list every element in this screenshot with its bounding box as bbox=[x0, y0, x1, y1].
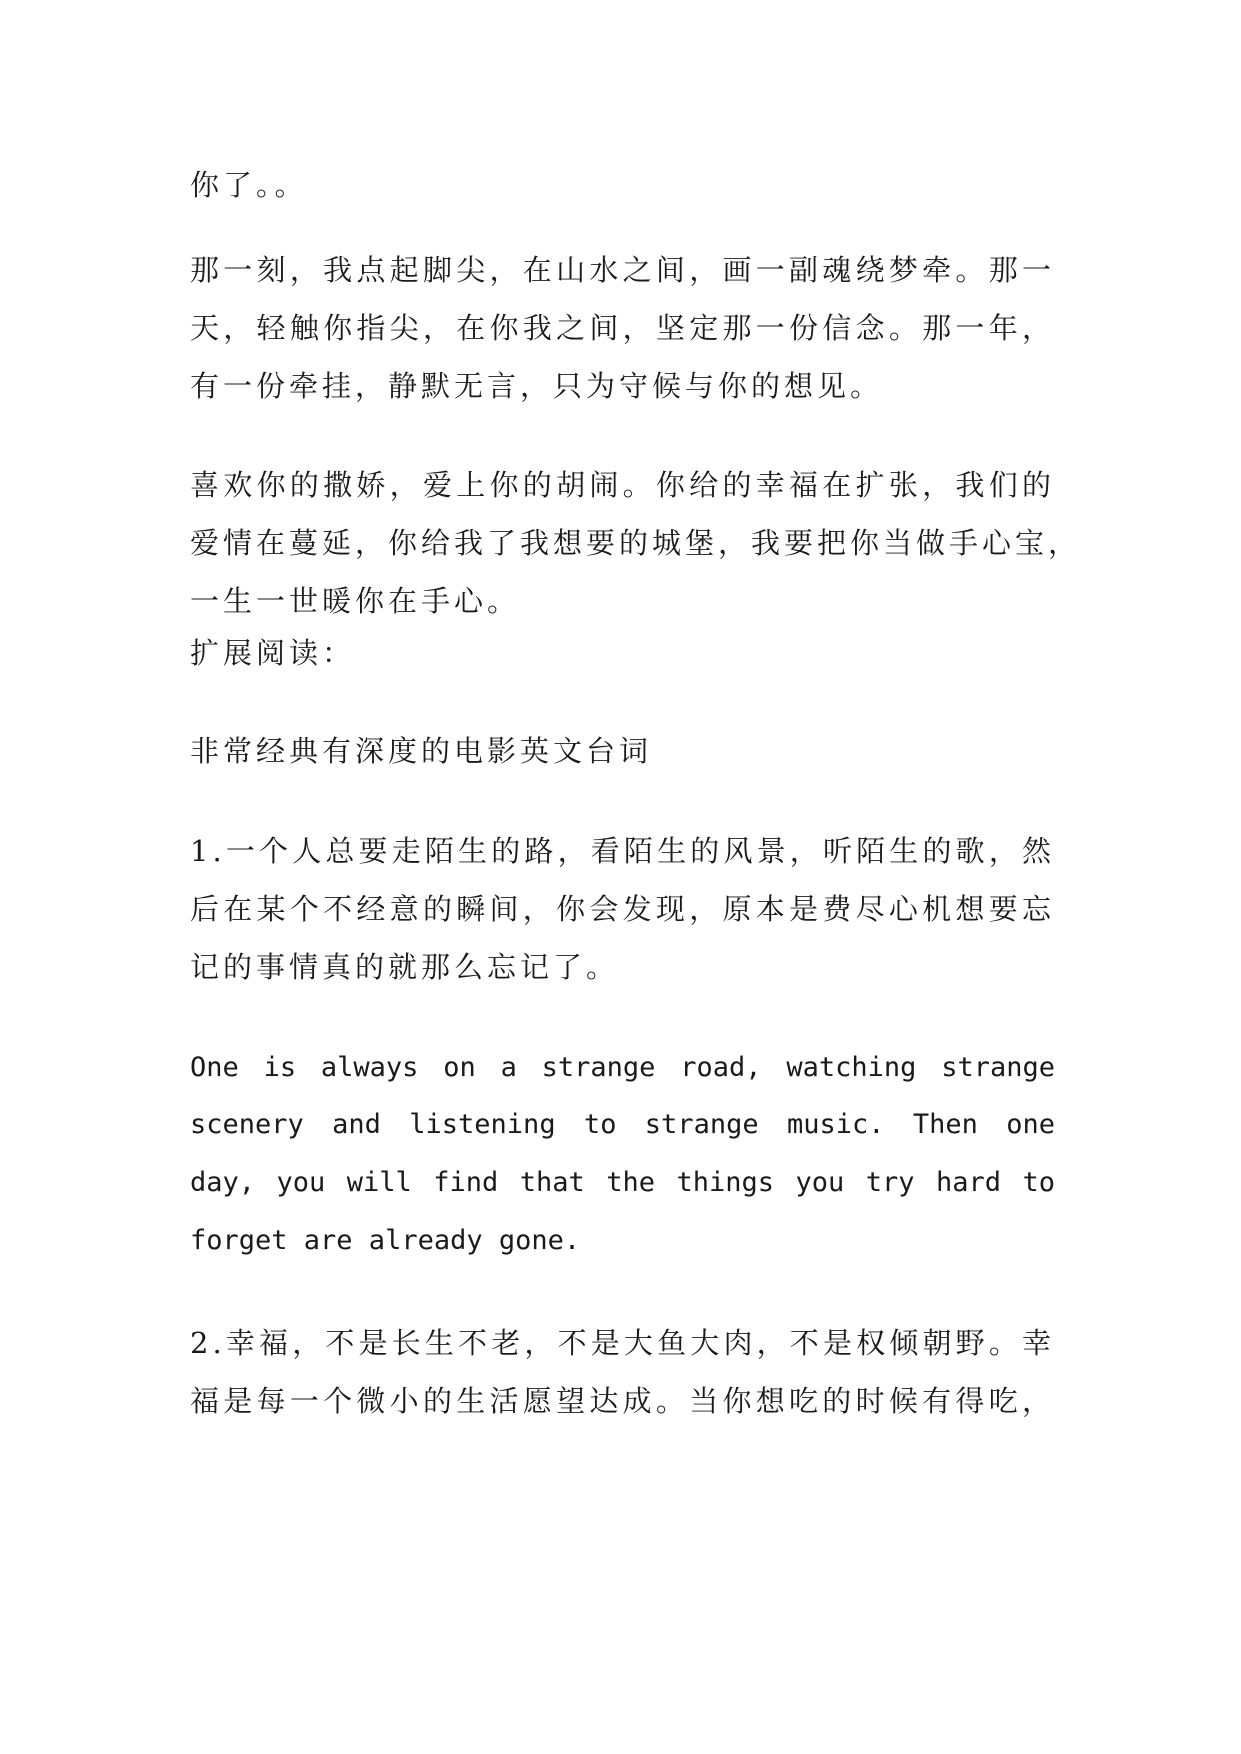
text-line: 福是每一个微小的生活愿望达成。当你想吃的时候有得吃， bbox=[190, 1384, 1055, 1418]
text-line: 2.幸福，不是长生不老，不是大鱼大肉，不是权倾朝野。幸 bbox=[190, 1326, 1055, 1360]
text-line: 喜欢你的撒娇，爱上你的胡闹。你给的幸福在扩张，我们的 bbox=[190, 468, 1055, 502]
english-line: One is always on a strange road, watching strange bbox=[190, 1052, 1055, 1083]
text-line: 1.一个人总要走陌生的路，看陌生的风景，听陌生的歌，然 bbox=[190, 834, 1055, 868]
text-line: 扩展阅读： bbox=[190, 636, 356, 670]
text-line: 爱情在蔓延，你给我了我想要的城堡，我要把你当做手心宝， bbox=[190, 526, 1082, 560]
section-heading: 非常经典有深度的电影英文台词 bbox=[190, 734, 653, 768]
text-line: 记的事情真的就那么忘记了。 bbox=[190, 950, 620, 984]
english-line: day, you will find that the things you try hard to bbox=[190, 1167, 1055, 1198]
text-line: 有一份牵挂，静默无言，只为守候与你的想见。 bbox=[190, 369, 884, 403]
text-line: 天，轻触你指尖，在你我之间，坚定那一份信念。那一年， bbox=[190, 311, 1055, 345]
text-line: 后在某个不经意的瞬间，你会发现，原本是费尽心机想要忘 bbox=[190, 892, 1055, 926]
text-line: 那一刻，我点起脚尖，在山水之间，画一副魂绕梦牵。那一 bbox=[190, 253, 1055, 287]
text-line: 你了。。 bbox=[190, 168, 308, 202]
english-line: scenery and listening to strange music. Then one bbox=[190, 1109, 1055, 1140]
english-line: forget are already gone. bbox=[190, 1225, 581, 1256]
text-line: 一生一世暖你在手心。 bbox=[190, 584, 521, 618]
